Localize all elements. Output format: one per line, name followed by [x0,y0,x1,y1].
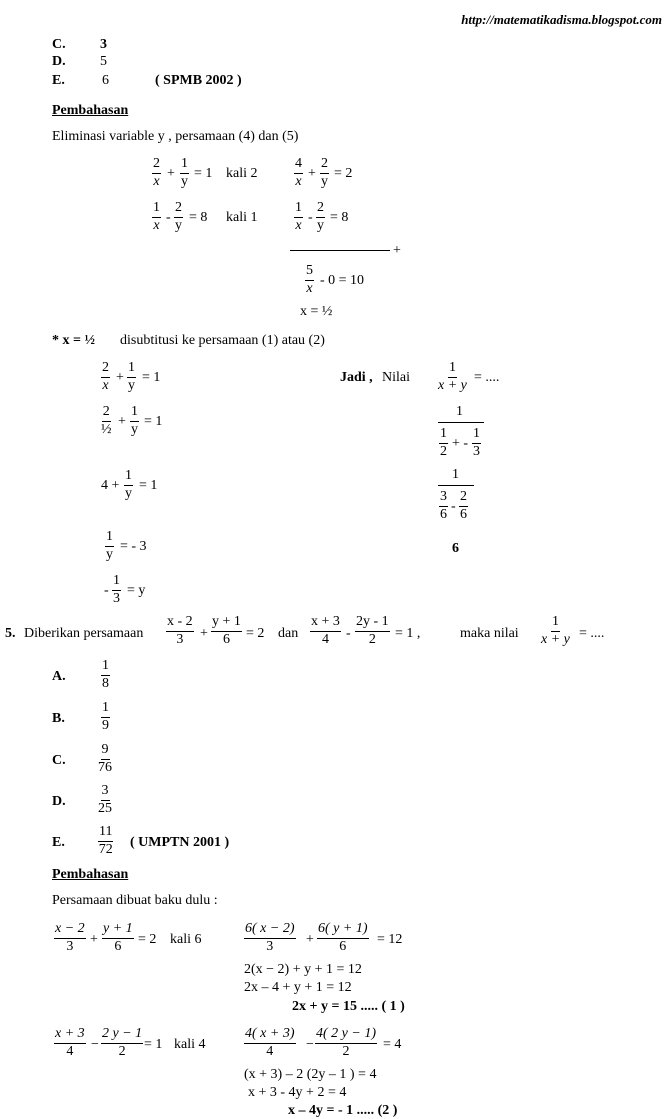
eq-2: = 2 [138,932,157,947]
elimination-intro: Eliminasi variable y , persamaan (4) dan (5) [52,129,299,144]
option-e-label: E. [52,835,65,850]
question-text: Diberikan persamaan [24,626,144,641]
frac-2-half: 2 ½ [101,404,112,437]
option-d-value: 5 [100,54,107,69]
minus-sign: - [451,499,456,514]
eq-4: = 4 [383,1037,402,1052]
pembahasan-heading-1: Pembahasan [52,103,129,118]
option-d-fraction: $\frac{3}{25}$ [98,783,112,816]
eq3-rhs: = 2 [334,166,353,181]
option-d-label: D. [52,794,66,809]
step-4: x + 3 - 4y + 2 = 4 [248,1085,347,1100]
kali-1: kali 1 [226,210,258,225]
frac-1-xy: $\frac{1}{x + y}$ [438,360,467,393]
sum-line [290,250,390,251]
minus-sign: - [308,210,313,225]
frac-2-x: $\frac{2}{x}$ [153,156,160,189]
option-b-label: B. [52,711,65,726]
step-2: 2x – 4 + y + 1 = 12 [244,980,352,995]
frac-x2-3: $\frac{x - 2}{3}$ [55,921,85,954]
substitution-text: disubtitusi ke persamaan (1) atau (2) [120,333,325,348]
frac-1-3: $\frac{1}{3}$ [113,573,120,606]
eq-y: = y [127,583,146,598]
pembahasan-heading-2: Pembahasan [52,867,129,882]
frac-6y1-6: $\frac{6( y + 1)}{6}$ [318,921,368,954]
plus-sign: + [200,626,208,641]
frac-2y1-2: $\frac{2y - 1}{2}$ [356,614,389,647]
final-answer: 6 [452,541,459,556]
plus-sign: + [90,932,98,947]
frac-2y1-2: $\frac{2 y - 1}{2}$ [102,1026,143,1059]
frac-1-x: $\frac{1}{x}$ [153,200,160,233]
frac-6x2-3: $\frac{6( x - 2)}{3}$ [245,921,295,954]
plus-sign: + [306,932,314,947]
frac-2-y: $\frac{2}{y}$ [317,200,324,233]
substitution-star: * x = ½ [52,333,95,348]
frac-x2-3: $\frac{x - 2}{3}$ [167,614,193,647]
eq-12: = 12 [377,932,403,947]
four-plus: 4 + [101,478,120,493]
option-a-fraction: $\frac{1}{8}$ [102,658,109,691]
eq-2: = 2 [246,626,265,641]
frac-1-y: $\frac{1}{y}$ [128,360,135,393]
question-number: 5. [5,626,16,641]
x-equals-half: x = ½ [300,304,333,319]
kali-6: kali 6 [170,932,202,947]
step-3: (x + 3) – 2 (2y – 1 ) = 4 [244,1067,377,1082]
neg-three: = - 3 [120,539,147,554]
standardize-intro: Persamaan dibuat baku dulu : [52,893,218,908]
neg-sign: - [104,583,109,598]
maka-nilai: maka nilai [460,626,519,641]
option-c-label: C. [52,753,66,768]
eq-1: = 1 [144,1037,163,1052]
cf2-main-line [438,485,474,486]
plus-sign: + [308,166,316,181]
eq1-rhs: = 1 [194,166,213,181]
sum-sign: + [393,243,401,258]
option-e-label: E. [52,73,65,88]
option-b-fraction: $\frac{1}{9}$ [102,700,109,733]
frac-y1-6: $\frac{y + 1}{6}$ [103,921,133,954]
frac-2-y: $\frac{2}{y}$ [175,200,182,233]
frac-y1-6: $\frac{y + 1}{6}$ [212,614,241,647]
result-rhs: - 0 = 10 [320,273,365,288]
eq2-rhs: = 8 [330,210,349,225]
frac-1-y: $\frac{1}{y}$ [181,156,188,189]
frac-1-y: $\frac{1}{y}$ [125,468,132,501]
frac-2-6: $\frac{2}{6}$ [460,489,467,522]
eq-rhs: = 1 [144,414,163,429]
eq2-rhs: = 8 [189,210,208,225]
plus-sign: + [116,370,124,385]
frac-4-2y1-2: $\frac{4( 2 y - 1)}{2}$ [316,1026,376,1059]
frac-x3-4: $\frac{x + 3}{4}$ [311,614,340,647]
frac-1-y: $\frac{1}{y}$ [106,529,113,562]
dan-text: dan [278,626,299,641]
frac-x3-4: $\frac{x + 3}{4}$ [55,1026,85,1059]
blog-url: http://matematikadisma.blogspot.com [461,12,662,27]
kali-4: kali 4 [174,1037,206,1052]
eq-1: = 1 , [395,626,421,641]
frac-5-x: $\frac{5}{x}$ [306,263,313,296]
nilai-label: Nilai [382,370,410,385]
option-c-label: C. [52,37,66,52]
source-spmb: ( SPMB 2002 ) [155,73,242,88]
option-a-label: A. [52,669,66,684]
minus-sign: - [166,210,171,225]
step-1: 2(x − 2) + y + 1 = 12 [244,962,362,977]
cf1-main-line [438,422,484,423]
frac-1-x: $\frac{1}{x}$ [295,200,302,233]
frac-1-3: $\frac{1}{3}$ [473,426,480,459]
minus-sign: − [306,1037,314,1052]
eq-rhs: = 1 [139,478,158,493]
equation-1: 2x + y = 15 ..... ( 1 ) [292,999,405,1014]
option-c-value: 3 [100,37,107,52]
source-umptn: ( UMPTN 2001 ) [130,835,230,850]
plus-sign: + [167,166,175,181]
dots: = .... [579,626,605,641]
eq-rhs: = 1 [142,370,161,385]
jadi-label: Jadi , [340,370,373,385]
plus-sign: + [118,414,126,429]
equation-2: x – 4y = - 1 ..... (2 ) [288,1103,398,1118]
frac-2-y: $\frac{2}{y}$ [321,156,328,189]
frac-1-y: $\frac{1}{y}$ [131,404,138,437]
option-e-fraction: $\frac{11}{72}$ [98,824,113,857]
frac-4-x: $\frac{4}{x}$ [295,156,302,189]
option-d-label: D. [52,54,66,69]
frac-4x3-4: $\frac{4( x + 3)}{4}$ [245,1026,295,1059]
frac-3-6: $\frac{3}{6}$ [440,489,447,522]
frac-2-x: $\frac{2}{x}$ [102,360,109,393]
minus-sign: − [91,1037,99,1052]
dots: = .... [474,370,500,385]
minus-sign: - [346,626,351,641]
kali-2: kali 2 [226,166,258,181]
option-c-fraction: $\frac{9}{76}$ [98,742,112,775]
frac-1-2: $\frac{1}{2}$ [440,426,447,459]
frac-1-xy: $\frac{1}{x + y}$ [541,614,570,647]
cf1-numerator: 1 [456,404,463,419]
plus-minus: + - [452,436,469,451]
cf2-numerator: 1 [452,467,459,482]
option-e-value: 6 [102,73,109,88]
